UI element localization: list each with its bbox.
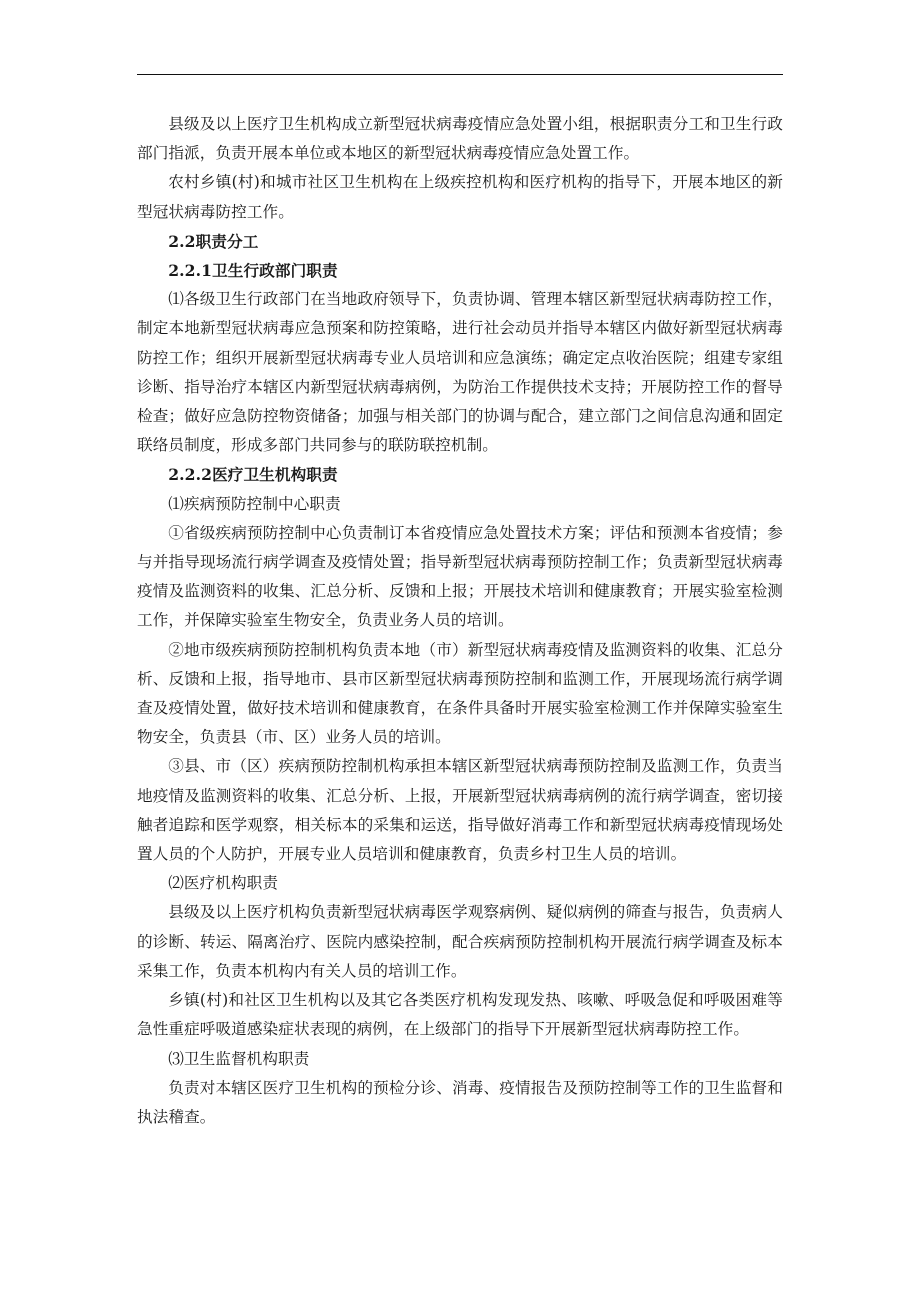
paragraph-county-cdc: ③县、市（区）疾病预防控制机构承担本辖区新型冠状病毒预防控制及监测工作，负责当地疫情及监测资料的收集、汇总分析、上报，开展新型冠状病毒病例的流行病学调查，密切接触者追踪和医学观察，相关标本的采集和运送，指导做好消毒工作和新型冠状病毒疫情现场处置人员的个人防护，开展专业人员培训和健康教育，负责乡村卫生人员的培训。 [137, 757, 783, 864]
subheading-cdc: ⑴疾病预防控制中心职责 [168, 494, 341, 513]
paragraph-health-admin: ⑴各级卫生行政部门在当地政府领导下，负责协调、管理本辖区新型冠状病毒防控工作，制定本地新型冠状病毒应急预案和防控策略，进行社会动员并指导本辖区内做好新型冠状病毒防控工作；组织开展新型冠状病毒专业人员培训和应急演练；确定定点收治医院；组建专家组诊断、指导治疗本辖区内新型冠状病毒病例，为防治工作提供技术支持；开展防控工作的督导检查；做好应急防控物资储备；加强与相关部门的协调与配合，建立部门之间信息沟通和固定联络员制度，形成多部门共同参与的联防联控机制。 [137, 290, 783, 455]
document-body [137, 110, 783, 1132]
section-heading-2-2-2: 2.2.2医疗卫生机构职责 [168, 465, 338, 485]
paragraph-township-medical: 乡镇(村)和社区卫生机构以及其它各类医疗机构发现发热、咳嗽、呼吸急促和呼吸困难等急性重症呼吸道感染症状表现的病例，在上级部门的指导下开展新型冠状病毒防控工作。 [137, 991, 783, 1039]
section-heading-2-2-1: 2.2.1卫生行政部门职责 [168, 261, 338, 281]
paragraph-supervision: 负责对本辖区医疗卫生机构的预检分诊、消毒、疫情报告及预防控制等工作的卫生监督和执法稽查。 [137, 1078, 783, 1126]
section-heading-2-2: 2.2职责分工 [168, 231, 259, 251]
paragraph-1: 县级及以上医疗卫生机构成立新型冠状病毒疫情应急处置小组，根据职责分工和卫生行政部门指派，负责开展本单位或本地区的新型冠状病毒疫情应急处置工作。 [137, 115, 783, 163]
paragraph-provincial-cdc: ①省级疾病预防控制中心负责制订本省疫情应急处置技术方案；评估和预测本省疫情；参与并指导现场流行病学调查及疫情处置；指导新型冠状病毒预防控制工作；负责新型冠状病毒疫情及监测资料的收集、汇总分析、反馈和上报；开展技术培训和健康教育；开展实验室检测工作，并保障实验室生物安全，负责业务人员的培训。 [137, 523, 783, 630]
subheading-supervision: ⑶卫生监督机构职责 [168, 1049, 310, 1068]
subheading-medical: ⑵医疗机构职责 [168, 874, 279, 893]
header-rule [137, 74, 783, 75]
paragraph-2: 农村乡镇(村)和城市社区卫生机构在上级疾控机构和医疗机构的指导下，开展本地区的新型冠状病毒防控工作。 [137, 173, 783, 221]
paragraph-county-medical: 县级及以上医疗机构负责新型冠状病毒医学观察病例、疑似病例的筛查与报告，负责病人的诊断、转运、隔离治疗、医院内感染控制，配合疾病预防控制机构开展流行病学调查及标本采集工作，负责本机构内有关人员的培训工作。 [137, 903, 783, 980]
paragraph-municipal-cdc: ②地市级疾病预防控制机构负责本地（市）新型冠状病毒疫情及监测资料的收集、汇总分析、反馈和上报，指导地市、县市区新型冠状病毒预防控制和监测工作，开展现场流行病学调查及疫情处置，做好技术培训和健康教育，在条件具备时开展实验室检测工作并保障实验室生物安全，负责县（市、区）业务人员的培训。 [137, 640, 783, 747]
